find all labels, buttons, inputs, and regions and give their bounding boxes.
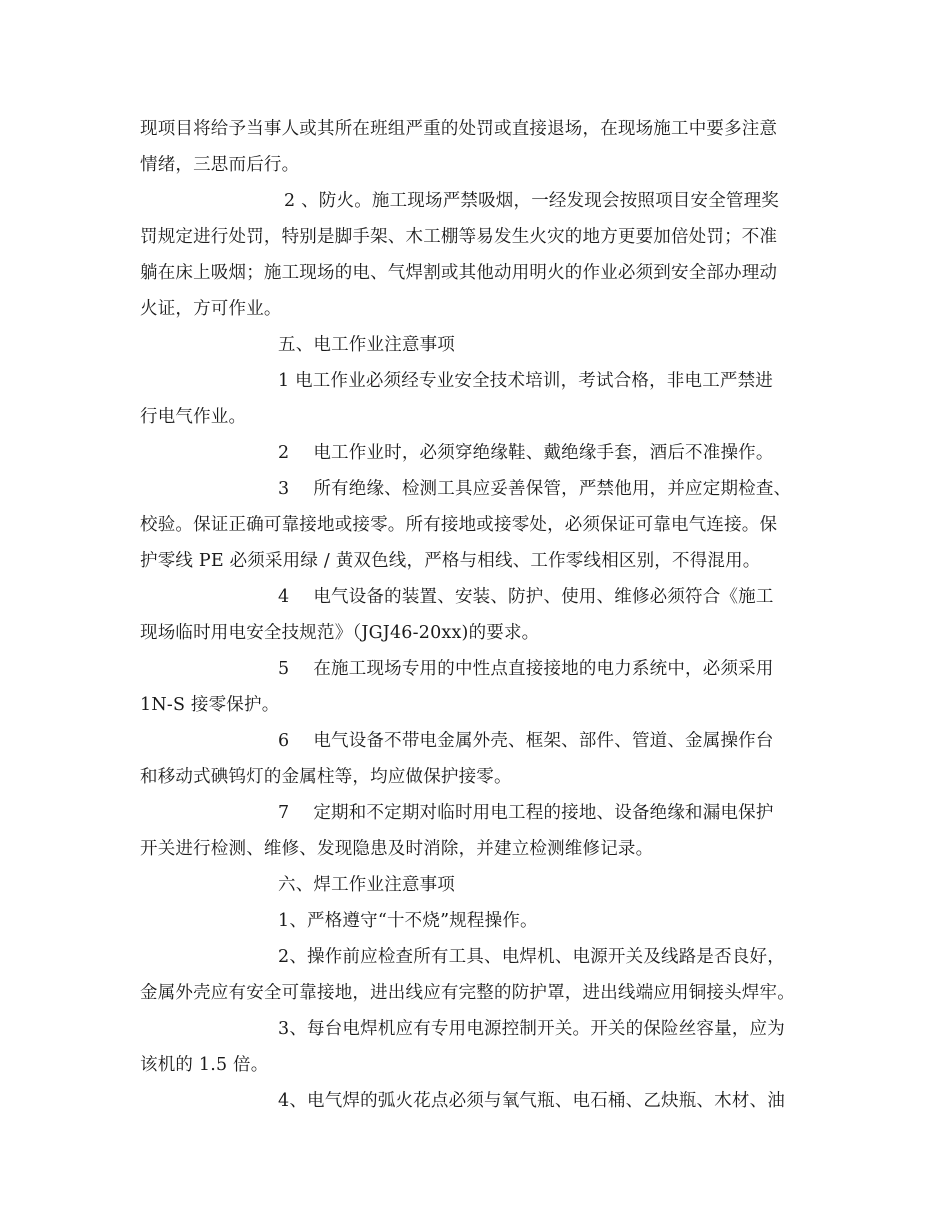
item-number: 7 [278,803,290,823]
text-line: 火证，方可作业。 [140,299,282,319]
list-item [278,442,774,464]
item-text: 在施工现场专用的中性点直接接地的电力系统中，必须采用 [313,659,774,679]
text-line: 护零线 PE 必须采用绿 / 黄双色线，严格与相线、工作零线相区别，不得混用。 [140,551,761,571]
text-line: 校验。保证正确可靠接地或接零。所有接地或接零处，必须保证可靠电气连接。保 [140,515,778,535]
text-line: 4、电气焊的弧火花点必须与氧气瓶、电石桶、乙炔瓶、木材、油 [278,1091,785,1111]
item-number: 3 [278,479,290,499]
text-line: 开关进行检测、维修、发现隐患及时消除，并建立检测维修记录。 [140,839,654,859]
text-line: 现场临时用电安全技规范》（JGJ46-20xx)的要求。 [140,623,540,643]
text-line: 情绪，三思而后行。 [140,155,300,175]
item-number: 2 [278,443,290,463]
list-item [278,586,774,608]
list-item [278,478,791,500]
list-item [278,658,774,680]
item-number: 6 [278,731,290,751]
item-text: 所有绝缘、检测工具应妥善保管，严禁他用，并应定期检查、 [313,479,792,499]
item-number: 5 [278,659,290,679]
text-line: 1、严格遵守“十不烧”规程操作。 [278,911,538,931]
text-line: 2、操作前应检查所有工具、电焊机、电源开关及线路是否良好， [278,947,785,967]
text-line: 罚规定进行处罚，特别是脚手架、木工棚等易发生火灾的地方更要加倍处罚；不准 [140,227,778,247]
item-text: 电气设备不带电金属外壳、框架、部件、管道、金属操作台 [313,731,774,751]
text-line: 3、每台电焊机应有专用电源控制开关。开关的保险丝容量，应为 [278,1019,785,1039]
item-text: 定期和不定期对临时用电工程的接地、设备绝缘和漏电保护 [313,803,774,823]
text-line: 2 、防火。施工现场严禁吸烟，一经发现会按照项目安全管理奖 [284,191,779,211]
text-line: 现项目将给予当事人或其所在班组严重的处罚或直接退场，在现场施工中要多注意 [140,119,778,139]
text-line: 行电气作业。 [140,407,247,427]
text-line: 金属外壳应有安全可靠接地，进出线应有完整的防护罩，进出线端应用铜接头焊牢。 [140,983,795,1003]
item-text: 电气设备的装置、安装、防护、使用、维修必须符合《施工 [313,587,774,607]
text-line: 该机的 1.5 倍。 [140,1055,269,1075]
item-number: 4 [278,587,290,607]
text-line: 1 电工作业必须经专业安全技术培训，考试合格，非电工严禁进 [278,371,773,391]
text-line: 和移动式碘钨灯的金属柱等，均应做保护接零。 [140,767,512,787]
text-line: 躺在床上吸烟；施工现场的电、气焊割或其他动用明火的作业必须到安全部办理动 [140,263,778,283]
section-heading: 五、电工作业注意事项 [278,335,455,355]
text-line: 1N-S 接零保护。 [140,695,280,715]
list-item [278,802,774,824]
section-heading: 六、焊工作业注意事项 [278,875,455,895]
item-text: 电工作业时，必须穿绝缘鞋、戴绝缘手套，酒后不准操作。 [313,443,774,463]
list-item [278,730,774,752]
